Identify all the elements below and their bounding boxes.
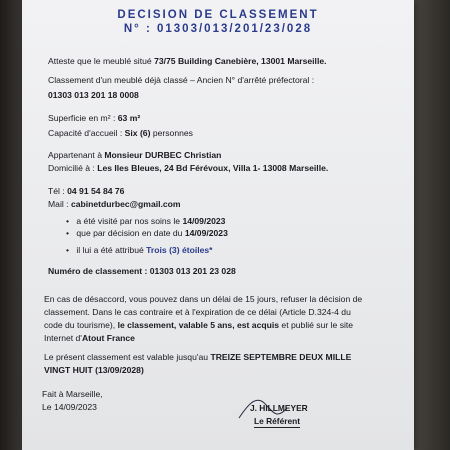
validity-date-words: TREIZE SEPTEMBRE DEUX MILLE bbox=[210, 352, 352, 362]
previous-classification-label: Classement d'un meublé déjà classé – Ancien N° d'arrêté préfectoral : bbox=[48, 75, 315, 85]
owner-line: Appartenant à Monsieur DURBEC Christian bbox=[48, 150, 222, 160]
owner-name: Monsieur DURBEC Christian bbox=[104, 150, 222, 160]
decision-date: 14/09/2023 bbox=[184, 228, 228, 238]
email-address: cabinetdurbec@gmail.com bbox=[70, 199, 181, 209]
closing-date: Le 14/09/2023 bbox=[42, 402, 97, 412]
mail-line: Mail : cabinetdurbec@gmail.com bbox=[48, 199, 181, 209]
signatory-name: J. HILLMEYER bbox=[250, 403, 308, 413]
property-address: 73/75 Building Canebière, 13001 Marseille. bbox=[154, 56, 327, 66]
domicile-line: Domicilié à : Les Iles Bleues, 24 Bd Férévoux, Villa 1- 13008 Marseille. bbox=[48, 163, 329, 173]
attestation-line: Atteste que le meublé situé 73/75 Building Canebière, 13001 Marseille. bbox=[48, 56, 327, 66]
dispute-line-1: En cas de désaccord, vous pouvez dans un délai de 15 jours, refuser la décision de bbox=[44, 294, 363, 304]
phone-number: 04 91 54 84 76 bbox=[67, 186, 125, 196]
visit-date: 14/09/2023 bbox=[182, 216, 226, 226]
closing-place: Fait à Marseille, bbox=[42, 389, 103, 399]
atout-france: Atout France bbox=[81, 333, 135, 343]
validity-line-1: Le présent classement est valable jusqu'au TREIZE SEPTEMBRE DEUX MILLE bbox=[44, 352, 352, 362]
dispute-line-3: code du tourisme), le classement, valable 5 ans, est acquis et publié sur le site bbox=[44, 320, 354, 330]
classification-number: 01303 013 201 23 028 bbox=[149, 266, 236, 276]
document-title: DECISION DE CLASSEMENT bbox=[117, 9, 319, 21]
validity-line-2: VINGT HUIT (13/09/2028) bbox=[44, 365, 144, 375]
capacity-value: Six (6) bbox=[124, 128, 151, 138]
surface-value: 63 m² bbox=[117, 113, 141, 123]
previous-order-number: 01303 013 201 18 0008 bbox=[48, 90, 139, 100]
dispute-line-2: classement. Dans le cas contraire et à l'expiration de ce délai (Article D.324-4 du bbox=[44, 307, 351, 317]
background-left bbox=[0, 0, 24, 450]
decision-number: N° : 01303/013/201/23/028 bbox=[123, 23, 313, 35]
rating-line: • il lui a été attribué Trois (3) étoiles* bbox=[66, 245, 213, 256]
dispute-line-4: Internet d'Atout France bbox=[44, 333, 135, 343]
classification-number-line: Numéro de classement : 01303 013 201 23 028 bbox=[48, 266, 236, 276]
phone-line: Tél : 04 91 54 84 76 bbox=[48, 186, 125, 196]
decision-date-line: • que par décision en date du 14/09/2023 bbox=[66, 228, 228, 239]
validity-notice: le classement, valable 5 ans, est acquis bbox=[117, 320, 280, 330]
capacity-line: Capacité d'accueil : Six (6) personnes bbox=[48, 128, 193, 138]
star-rating: Trois (3) étoiles* bbox=[146, 245, 213, 255]
visit-date-line: • a été visité par nos soins le 14/09/2023 bbox=[66, 216, 225, 227]
signatory-role: Le Référent bbox=[254, 416, 301, 426]
document-page bbox=[22, 0, 414, 450]
owner-address: Les Iles Bleues, 24 Bd Férévoux, Villa 1- 13008 Marseille. bbox=[97, 163, 329, 173]
surface-line: Superficie en m² : 63 m² bbox=[48, 113, 141, 123]
background-right bbox=[410, 0, 450, 450]
